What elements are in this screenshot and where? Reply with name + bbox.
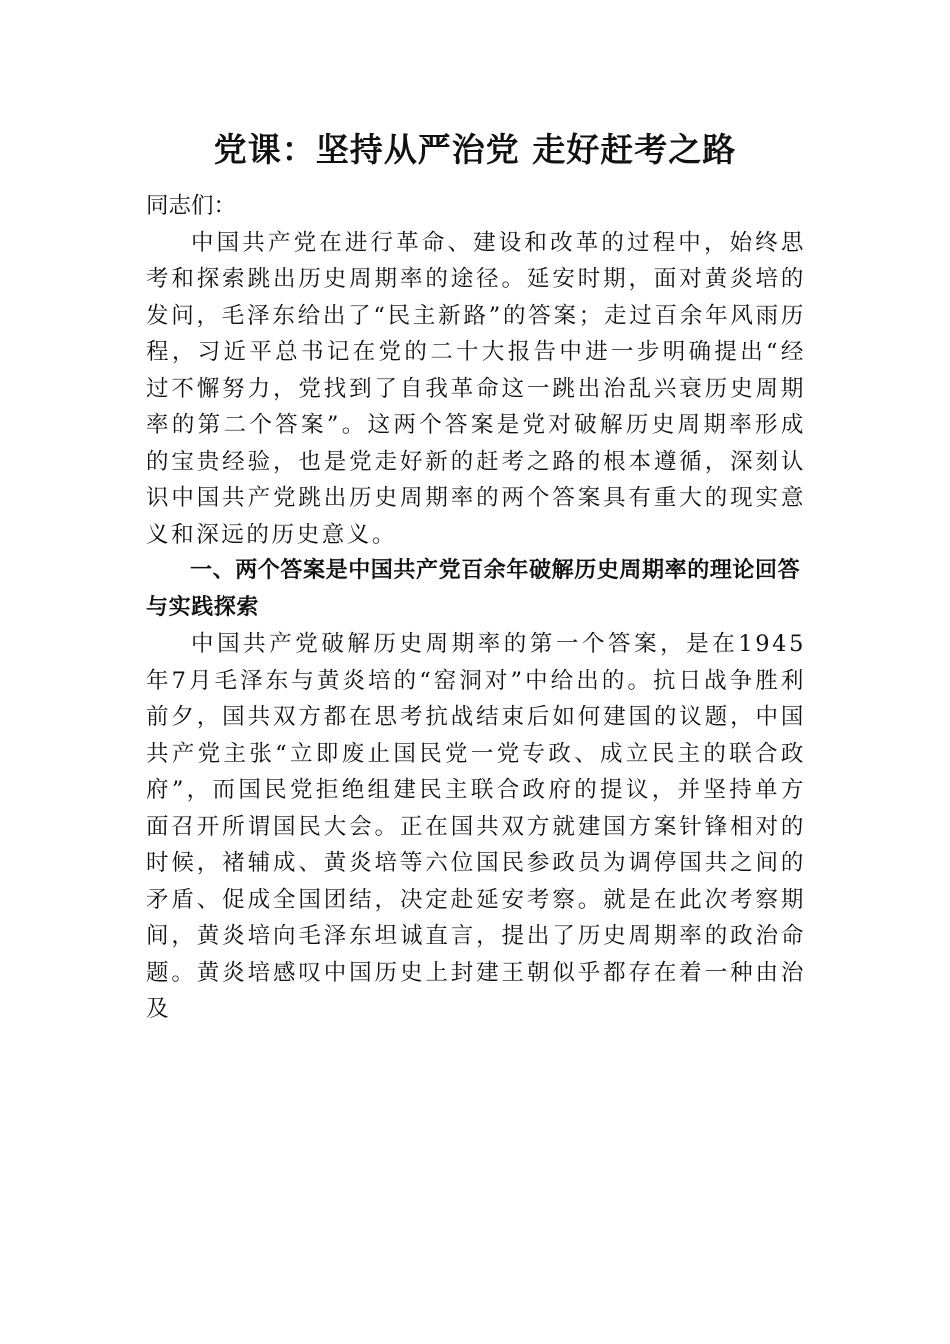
section-paragraph: 中国共产党破解历史周期率的第一个答案，是在1945年7月毛泽东与黄炎培的“窑洞对”中给出的。抗日战争胜利前夕，国共双方都在思考抗战结束后如何建国的议题，中国共产党主张“立即废止国民党一党专政、成立民主的联合政府”，而国民党拒绝组建民主联合政府的提议，并坚持单方面召开所谓国民大会。正在国共双方就建国方案针锋相对的时候，褚辅成、黄炎培等六位国民参政员为调停国共之间的矛盾、促成全国团结，决定赴延安考察。就是在此次考察期间，黄炎培向毛泽东坦诚直言，提出了历史周期率的政治命题。黄炎培感叹中国历史上封建王朝似乎都存在着一种由治及 <box>146 631 806 1022</box>
document-body <box>146 188 806 1028</box>
intro-paragraph: 中国共产党在进行革命、建设和改革的过程中，始终思考和探索跳出历史周期率的途径。延安时期，面对黄炎培的发问，毛泽东给出了“民主新路”的答案；走过百余年风雨历程，习近平总书记在党的二十大报告中进一步明确提出“经过不懈努力，党找到了自我革命这一跳出治乱兴衰历史周期率的第二个答案”。这两个答案是党对破解历史周期率形成的宝贵经验，也是党走好新的赶考之路的根本遵循，深刻认识中国共产党跳出历史周期率的两个答案具有重大的现实意义和深远的历史意义。 <box>146 229 806 548</box>
section-heading: 一、两个答案是中国共产党百余年破解历史周期率的理论回答与实践探索 <box>146 558 801 620</box>
salutation: 同志们： <box>146 193 237 219</box>
document-title: 党课：坚持从严治党 走好赶考之路 <box>213 130 737 169</box>
